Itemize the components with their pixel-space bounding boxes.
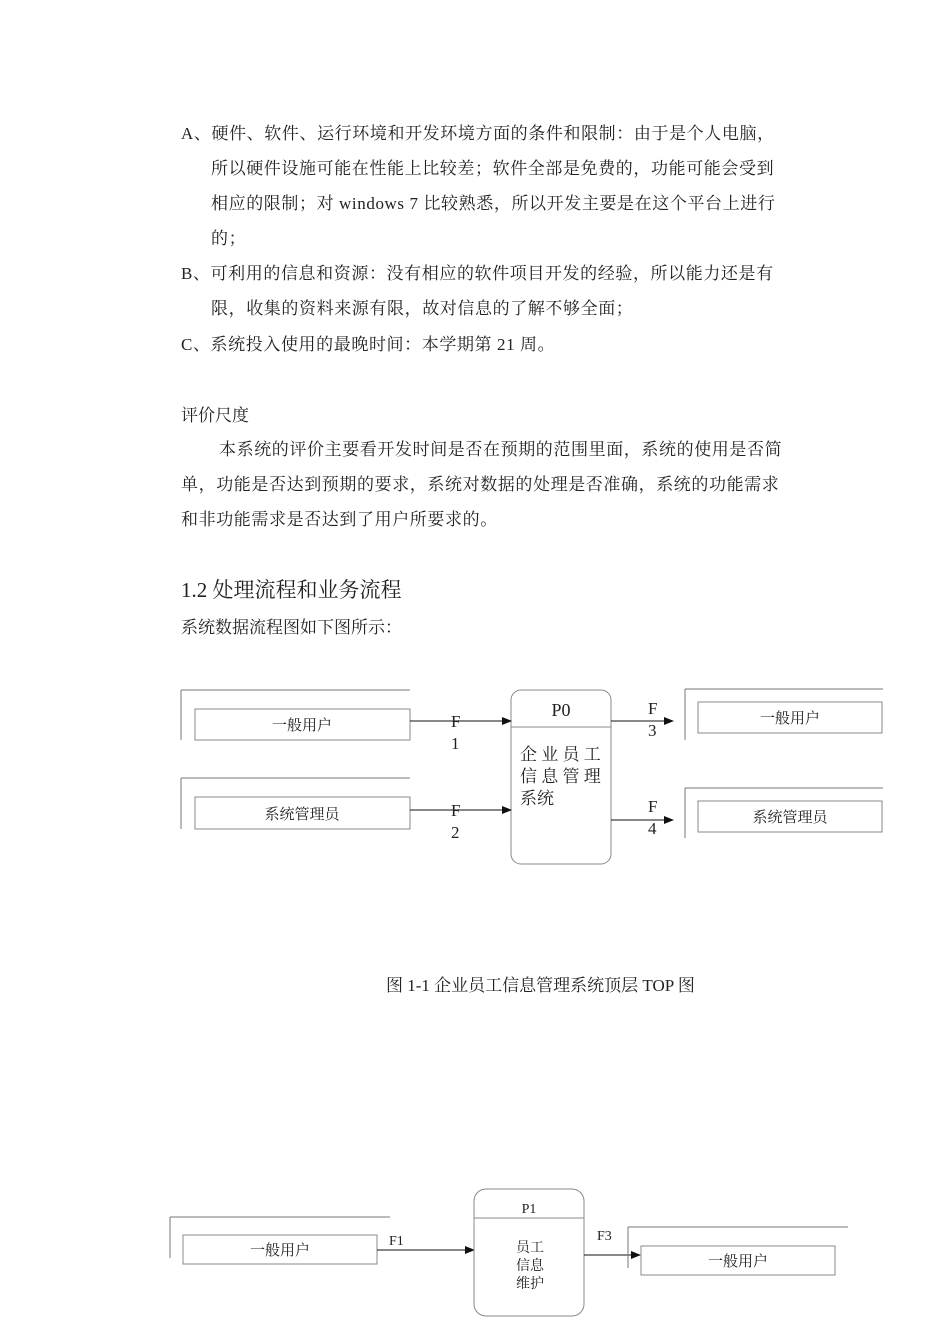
process-p0-line-2: 信 息 管 理 bbox=[520, 767, 601, 786]
evaluation-line-3: 和非功能需求是否达到了用户所要求的。 bbox=[181, 510, 498, 529]
figure-caption: 图 1-1 企业员工信息管理系统顶层 TOP 图 bbox=[386, 976, 695, 995]
evaluation-line-1: 本系统的评价主要看开发时间是否在预期的范围里面，系统的使用是否简 bbox=[219, 440, 783, 459]
d2-sink-general-user bbox=[628, 1227, 848, 1275]
process-p0-line-3: 系统 bbox=[520, 789, 554, 808]
evaluation-body bbox=[181, 432, 841, 537]
flow-f2-label-2: 2 bbox=[451, 823, 460, 842]
flow-f1-label-2: 1 bbox=[451, 734, 460, 753]
d2-process-p1-line-1: 员工 bbox=[516, 1241, 544, 1256]
d2-process-p1-line-2: 信息 bbox=[516, 1259, 544, 1274]
source-admin-label: 系统管理员 bbox=[264, 807, 340, 823]
d2-source-general-user-label: 一般用户 bbox=[249, 1243, 311, 1259]
flow-f4-label-2: 4 bbox=[648, 819, 657, 838]
d2-process-p1 bbox=[474, 1189, 584, 1316]
source-general-user bbox=[181, 690, 410, 740]
sink-admin bbox=[685, 788, 883, 838]
d2-source-general-user bbox=[170, 1217, 390, 1264]
d2-process-p1-line-3: 维护 bbox=[516, 1277, 544, 1292]
dfd-top-diagram bbox=[0, 680, 950, 880]
constraint-c-line-1: C、系统投入使用的最晚时间：本学期第 21 周。 bbox=[181, 335, 556, 354]
constraint-b-line-2: 限，收集的资料来源有限，故对信息的了解不够全面； bbox=[211, 299, 634, 318]
constraint-a-line-3: 相应的限制；对 windows 7 比较熟悉，所以开发主要是在这个平台上进行 bbox=[211, 194, 776, 213]
flow-f1-label-1: F bbox=[451, 712, 461, 731]
d2-flow-f3-label: F3 bbox=[597, 1229, 612, 1244]
source-general-user-label: 一般用户 bbox=[271, 718, 333, 734]
constraint-c bbox=[181, 327, 841, 362]
sink-general-user bbox=[685, 689, 883, 740]
section-title: 1.2 处理流程和业务流程 bbox=[181, 578, 402, 602]
process-p0-line-1: 企 业 员 工 bbox=[520, 745, 601, 764]
dfd-level1-diagram bbox=[0, 1180, 950, 1340]
flow-f2-label-1: F bbox=[451, 801, 461, 820]
section-intro: 系统数据流程图如下图所示： bbox=[181, 618, 402, 637]
evaluation-title: 评价尺度 bbox=[181, 406, 249, 425]
sink-admin-label: 系统管理员 bbox=[752, 810, 828, 826]
constraint-b-line-1: B、可利用的信息和资源：没有相应的软件项目开发的经验，所以能力还是有 bbox=[181, 264, 774, 283]
source-admin bbox=[181, 778, 410, 829]
d2-process-p1-id: P1 bbox=[521, 1202, 537, 1217]
constraint-b bbox=[181, 256, 841, 326]
flow-f3-label-1: F bbox=[648, 699, 658, 718]
constraint-a-line-1: A、硬件、软件、运行环境和开发环境方面的条件和限制：由于是个人电脑， bbox=[181, 124, 775, 143]
flow-f3-label-2: 3 bbox=[648, 721, 657, 740]
constraint-a-line-4: 的； bbox=[211, 229, 247, 248]
evaluation-line-2: 单，功能是否达到预期的要求，系统对数据的处理是否准确，系统的功能需求 bbox=[181, 475, 780, 494]
d2-sink-general-user-label: 一般用户 bbox=[707, 1254, 769, 1270]
process-p0-id: P0 bbox=[551, 700, 571, 720]
flow-f4-label-1: F bbox=[648, 797, 658, 816]
constraint-a bbox=[181, 116, 841, 256]
process-p0 bbox=[511, 690, 611, 864]
constraint-a-line-2: 所以硬件设施可能在性能上比较差；软件全部是免费的，功能可能会受到 bbox=[211, 159, 775, 178]
d2-flow-f1-label: F1 bbox=[389, 1234, 404, 1249]
sink-general-user-label: 一般用户 bbox=[759, 711, 821, 727]
